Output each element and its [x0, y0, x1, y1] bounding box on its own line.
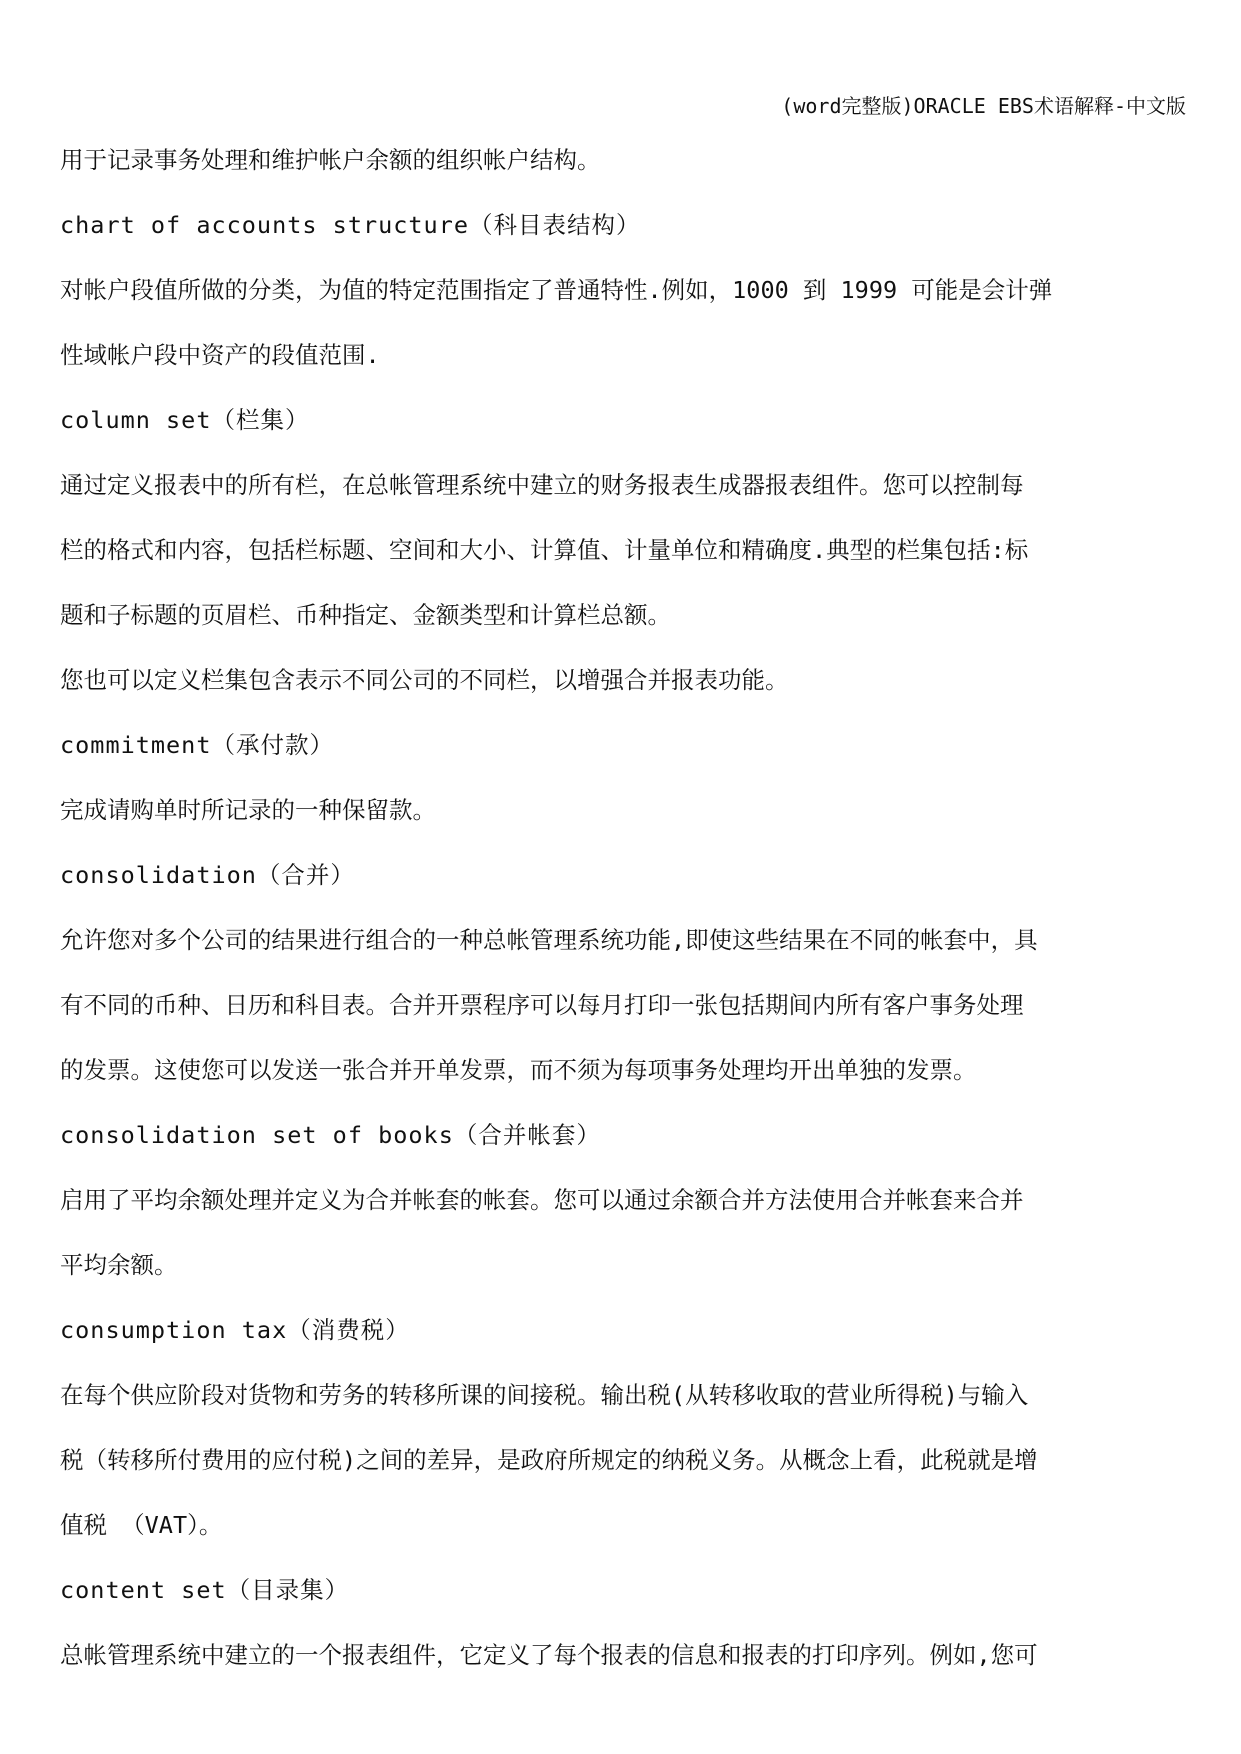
body-line: 性域帐户段中资产的段值范围. — [60, 341, 380, 369]
body-line: 税（转移所付费用的应付税)之间的差异，是政府所规定的纳税义务。从概念上看，此税就是增 — [60, 1446, 1038, 1474]
body-line: 的发票。这使您可以发送一张合并开单发票，而不须为每项事务处理均开出单独的发票。 — [60, 1056, 977, 1084]
body-line: 启用了平均余额处理并定义为合并帐套的帐套。您可以通过余额合并方法使用合并帐套来合并 — [60, 1186, 1024, 1214]
glossary-term: content set（目录集） — [60, 1576, 350, 1604]
body-line: 您也可以定义栏集包含表示不同公司的不同栏，以增强合并报表功能。 — [60, 666, 789, 694]
glossary-term: commitment（承付款） — [60, 731, 334, 759]
glossary-term: consolidation（合并） — [60, 861, 355, 889]
body-line: 在每个供应阶段对货物和劳务的转移所课的间接税。输出税(从转移收取的营业所得税)与输入 — [60, 1381, 1029, 1409]
body-line: 总帐管理系统中建立的一个报表组件，它定义了每个报表的信息和报表的打印序列。例如,您可 — [60, 1641, 1038, 1669]
body-line: 允许您对多个公司的结果进行组合的一种总帐管理系统功能,即使这些结果在不同的帐套中，具 — [60, 926, 1038, 954]
body-line: 题和子标题的页眉栏、币种指定、金额类型和计算栏总额。 — [60, 601, 671, 629]
body-line: 对帐户段值所做的分类，为值的特定范围指定了普通特性.例如，1000 到 1999 可能是会计弹 — [60, 276, 1053, 304]
body-line: 值税 （VAT）。 — [60, 1511, 223, 1539]
glossary-term: chart of accounts structure（科目表结构） — [60, 211, 641, 239]
glossary-term: consumption tax（消费税） — [60, 1316, 410, 1344]
glossary-term: consolidation set of books（合并帐套） — [60, 1121, 601, 1149]
body-line: 用于记录事务处理和维护帐户余额的组织帐户结构。 — [60, 146, 601, 174]
document-body — [60, 128, 1185, 1688]
body-line: 栏的格式和内容，包括栏标题、空间和大小、计算值、计量单位和精确度.典型的栏集包括:标 — [60, 536, 1029, 564]
page-header-title: (word完整版)ORACLE EBS术语解释-中文版 — [781, 94, 1186, 118]
glossary-term: column set（栏集） — [60, 406, 310, 434]
body-line: 有不同的币种、日历和科目表。合并开票程序可以每月打印一张包括期间内所有客户事务处理 — [60, 991, 1024, 1019]
body-line: 通过定义报表中的所有栏，在总帐管理系统中建立的财务报表生成器报表组件。您可以控制每 — [60, 471, 1024, 499]
body-line: 平均余额。 — [60, 1251, 178, 1279]
body-line: 完成请购单时所记录的一种保留款。 — [60, 796, 436, 824]
